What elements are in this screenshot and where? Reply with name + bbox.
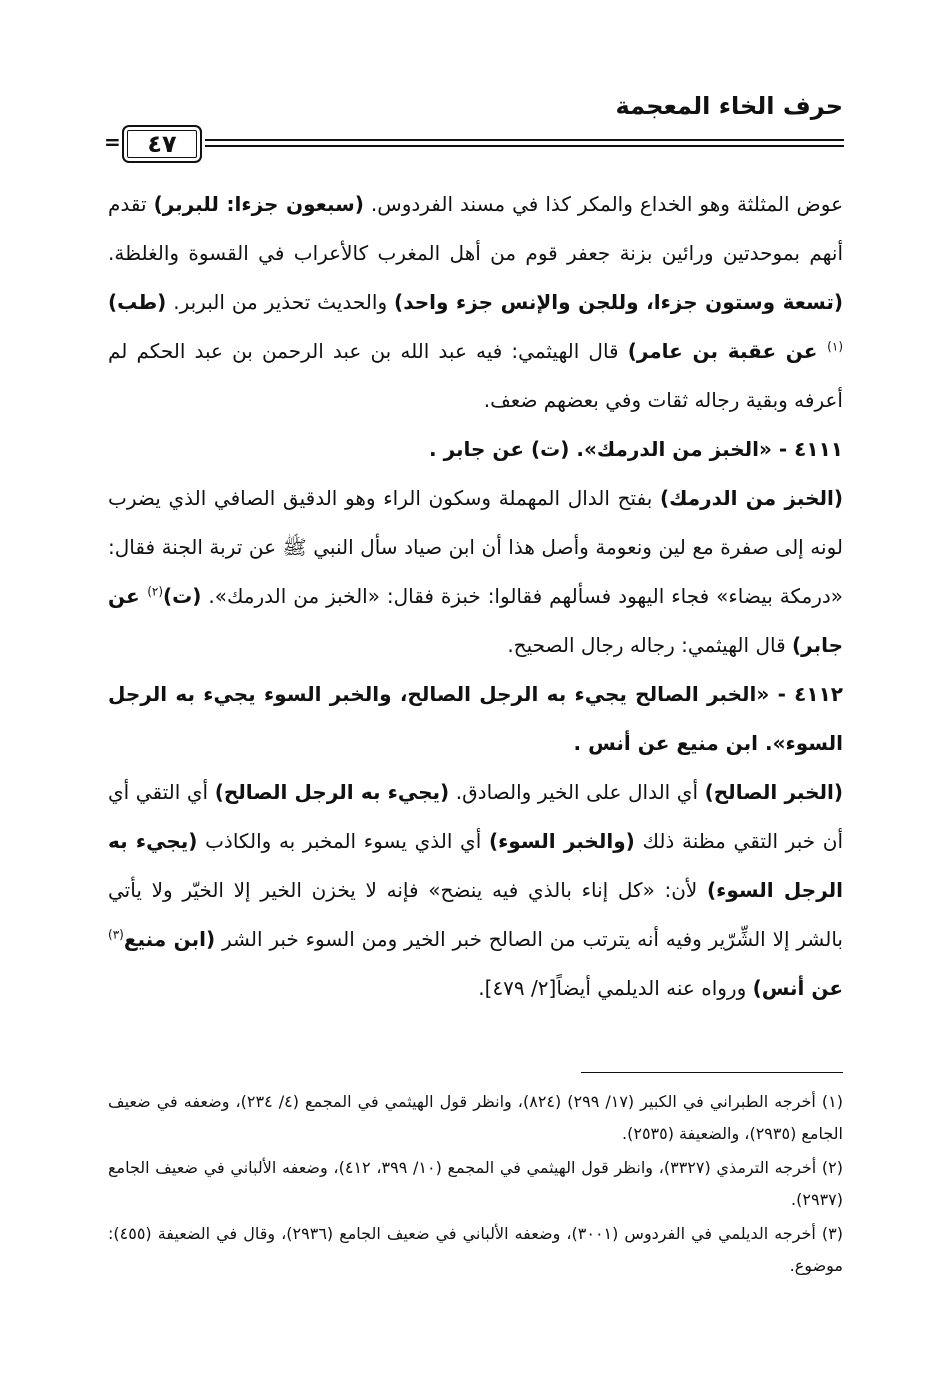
paragraph-commentary-2: (الخبز من الدرمك) بفتح الدال المهملة وسكون الراء وهو الدقيق الصافي الذي يضرب لونه إلى صفرة مع لين ونعومة وأصل هذا أن ابن صياد سأل النبي ﷺ عن تربة الجنة فقال: «درمكة بيضاء» فجاء اليهود فسألهم فقالوا: خبزة فقال: «الخبز من الدرمك». (ت)$^{(٢)}$ عن جابر) قال الهيثمي: رجاله رجال الصحيح. <box>108 486 844 657</box>
footnotes <box>108 1086 843 1284</box>
footnote-separator <box>581 1072 843 1073</box>
footnote-ref: (١) <box>827 339 843 354</box>
footnote-ref: (٣) <box>108 927 124 942</box>
hadith-4111: ٤١١١ - «الخبز من الدرمك». (ت) عن جابر . <box>429 437 843 461</box>
main-text <box>108 180 843 1013</box>
paragraph-commentary-1: عوض المثلثة وهو الخداع والمكر كذا في مسند الفردوس. (سبعون جزءا: للبربر) تقدم أنهم بموحدتين ورائين بزنة جعفر قوم من أهل المغرب كالأعراب في القسوة والغلظة. (تسعة وستون جزءا، وللجن والإنس جزء واحد) والحديث تحذير من البربر. (طب)$^{(١)}$ عن عقبة بن عامر) قال الهيثمي: فيه عبد الله بن عبد الرحمن بن عبد الحكم لم أعرفه وبقية رجاله ثقات وفي بعضهم ضعف. <box>108 192 844 412</box>
header-rule-line <box>205 145 844 147</box>
page-mark: = <box>104 130 121 154</box>
paragraph-commentary-3: (الخبر الصالح) أي الدال على الخير والصادق. (يجيء به الرجل الصالح) أي التقي أي أن خبر التقي مظنة ذلك (والخبر السوء) أي الذي يسوء المخبر به والكاذب (يجيء به الرجل السوء) لأن: «كل إناء بالذي فيه ينضح» فإنه لا يخزن الخير إلا الخيّر ولا يأتي بالشر إلا الشِّرّير وفيه أنه يترتب من الصالح خبر الخير ومن السوء خبر الشر (ابن منيع$^{(٣)}$ عن أنس) ورواه عنه الديلمي أيضاً[٢/ ٤٧٩]. <box>108 780 844 1000</box>
running-title: حرف الخاء المعجمة <box>615 92 843 120</box>
footnote-2: (٢) أخرجه الترمذي (٣٣٢٧)، وانظر قول الهيثمي في المجمع (١٠/ ٣٩٩، ٤١٢)، وضعفه الألباني في ضعيف الجامع (٢٩٣٧). <box>108 1158 844 1209</box>
header-rule-line <box>205 139 844 141</box>
page-number: ٤٧ <box>122 125 202 163</box>
footnote-1: (١) أخرجه الطبراني في الكبير (١٧/ ٢٩٩) (٨٢٤)، وانظر قول الهيثمي في المجمع (٤/ ٢٣٤)، وضعفه في ضعيف الجامع (٢٩٣٥)، والضعيفة (٢٥٣٥). <box>108 1092 843 1143</box>
header-rule <box>104 130 844 158</box>
hadith-4112: ٤١١٢ - «الخبر الصالح يجيء به الرجل الصالح، والخبر السوء يجيء به الرجل السوء». ابن منيع عن أنس . <box>108 682 843 755</box>
footnote-3: (٣) أخرجه الديلمي في الفردوس (٣٠٠١)، وضعفه الألباني في ضعيف الجامع (٢٩٣٦)، وقال في الضعيفة (٤٥٥): موضوع. <box>108 1224 843 1275</box>
footnote-ref: (٢) <box>147 584 164 599</box>
